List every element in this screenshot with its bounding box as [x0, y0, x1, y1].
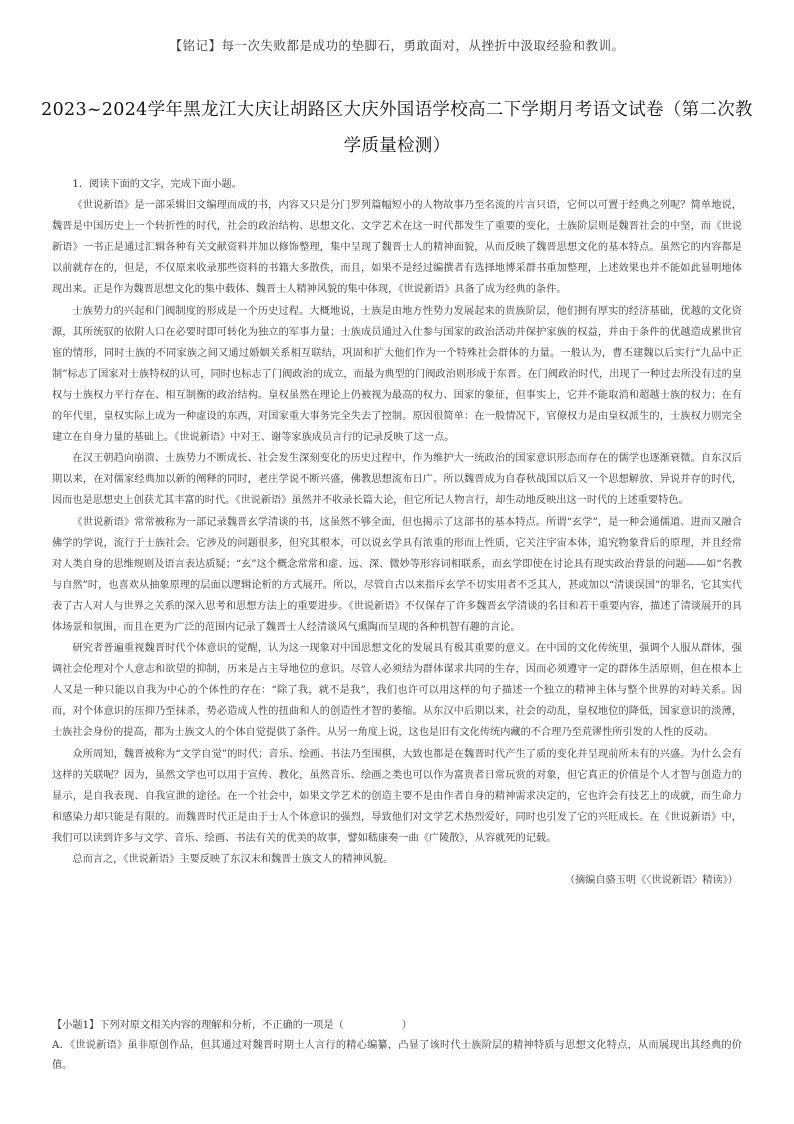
- subquestion-stem: [52, 1016, 742, 1036]
- passage-paragraph: 士族势力的兴起和门阀制度的形成是一个历史过程。大概地说，士族是由地方性势力发展起来的贵族阶层，他们拥有厚实的经济基础，优越的文化资源，其所统驭的依附人口在必要时即可转化为独立的军事力量；士族成员通过入仕参与国家的政治活动并保护家族的权益，并由于条件的优越造成累世官宦的情形，同时士族的不同家族之间又通过婚姻关系相互联结，巩固和扩大他们作为一个特殊社会群体的力量。一般认为，曹丕建魏以后实行“九品中正制”标志了国家对士族特权的认可，同时也标志了门阀政治的成立，而最为典型的门阀政治则形成于东晋。在门阀政治时代，出现了一种过去所没有过的皇权与士族权力平行存在、相互制衡的政治结构。皇权虽然在理论上仍被视为最高的权力、国家的象征，但事实上，它并不能取消和超越士族的权力；在有的年代里，皇权实际上成为一种虚设的东西，对国家重大事务完全失去了控制。原因很简单：在一般情况下，官僚权力是由皇权派生的，士族权力则完全建立在自身力量的基础上。《世说新语》中对王、谢等家族成员言行的记录反映了这一点。: [52, 305, 742, 444]
- passage-paragraph: 《世说新语》是一部采辑旧文编理而成的书，内容又只是分门罗列篇幅短小的人物故事乃至名流的片言只语，它何以可置于经典之列呢？简单地说，魏晋是中国历史上一个转折性的时代，社会的政治结构、思想文化、文学艺术在这一时代都发生了重要的变化，士族阶层则是魏晋社会的中坚，而《世说新语》一书正是通过汇辑各种有关文献资料并加以修饰整理，集中呈现了魏晋士人的精神面貌，从而反映了魏晋思想文化的基本特点。虽然它的内容都是以前就存在的，但是，不仅原来收录那些资料的书籍大多散佚，而且，如果不是经过编撰者有选择地博采群书重加整理，上述效果也并不能如此显明地体现出来。正是作为魏晋思想文化的集中载体、魏晋士人精神风貌的集中体现，《世说新语》具备了成为经典的条件。: [52, 200, 742, 296]
- passage-paragraph: 研究者普遍重视魏晋时代个体意识的觉醒，认为这一现象对中国思想文化的发展具有极其重要的意义。在中国的文化传统里，强调个人服从群体，强调社会伦理对个人意志和欲望的抑制，历来是占主导地位的意识。尽管人必须结为群体谋求共同的生存，因而必须遵守一定的群体生活原则，但在根本上人又是一种只能以自我为中心的个体性的存在：“除了我，就不是我”，我们也许可以用这样的句子描述一个独立的精神主体与整个世界的对峙关系。因而，对个体意识的压抑乃至抹杀，势必造成人性的扭曲和人的创造性才智的萎缩。从东汉中后期以来，社会的动乱，皇权地位的降低，国家意识的淡薄，士族社会身份的提高，都为士族文人的个体自觉提供了条件。从另一角度上说，这也是旧有文化传统内藏的不合理乃至荒谬性所引发的人性的反动。: [52, 643, 742, 739]
- subquestion-label: 【小题1】: [52, 1020, 100, 1031]
- exam-title: 2023~2024学年黑龙江大庆让胡路区大庆外国语学校高二下学期月考语文试卷（第二次教学质量检测）: [41, 100, 753, 156]
- subquestion-block: [52, 1016, 742, 1076]
- passage-paragraph: 总而言之，《世说新语》主要反映了东汉末和魏晋士族文人的精神风貌。: [72, 854, 394, 865]
- subquestion-text: 下列对原文相关内容的理解和分析，不正确的一项是（: [99, 1020, 344, 1031]
- motto-banner: 【铭记】每一次失败都是成功的垫脚石，勇敢面对，从挫折中汲取经验和教训。: [169, 38, 625, 53]
- reading-passage: [52, 174, 742, 891]
- question-instruction: 1．阅读下面的文字，完成下面小题。: [72, 179, 242, 190]
- option-a: A．《世说新语》虽非原创作品，但其通过对魏晋时期士人言行的精心编纂，凸显了该时代士族阶层的精神特质与思想文化特点，从而展现出其经典的价值。: [52, 1040, 742, 1071]
- passage-paragraph: 在汉王朝趋向崩溃、士族势力不断成长、社会发生深刻变化的历史过程中，作为维护大一统政治的国家意识形态而存在的儒学也逐渐衰微。自东汉后期以来，在对儒家经典加以新的阐释的同时，老庄学说不断兴盛，佛教思想流布日广。所以魏晋成为自春秋战国以后又一个思想解放、异说并存的时代，因而也是思想史上创获尤其丰富的时代。《世说新语》虽然并不收录长篇大论，但它所记人物言行，却生动地反映出这一时代的上述重要特色。: [52, 453, 742, 507]
- passage-source: （摘编自骆玉明《〈世说新语〉精读》）: [564, 875, 738, 887]
- passage-paragraph: 《世说新语》常常被称为一部记录魏晋玄学清谈的书，这虽然不够全面，但也揭示了这部书的基本特点。所谓“玄学”，是一种会通儒道、进而又融合佛学的学说，流行于士族社会。它涉及的问题很多，但究其根本，可以说玄学具有浓重的形而上性质，它关注宇宙本体，追究物象背后的原理，并且经常对人类自身的思维规则及语言表达质疑；“玄”这个概念常常和虚、远、深、微妙等形容词相联系，而玄学即使在讨论具有现实政治背景的问题——如“名教与自然”时，也喜欢从抽象原理的层面以逻辑论析的方式展开。所以，尽管自古以来指斥玄学不切实用者不乏其人，甚或加以“清谈误国”的罪名，它其实代表了古人对人与世界之关系的深入思考和思想方法上的重要进步。《世说新语》不仅保存了许多魏晋玄学清谈的名目和若干重要内容，描述了清谈展开的具体场景和氛围，而且在更为广泛的范围内记录了魏晋士人经清谈风气熏陶而呈现的各种机智有趣的言论。: [52, 516, 742, 633]
- subquestion-close: ）: [401, 1020, 412, 1031]
- passage-paragraph: 众所周知，魏晋被称为“文学自觉”的时代；音乐、绘画、书法乃至围棋，大致也都是在魏晋时代产生了质的变化并呈现前所未有的兴盛。为什么会有这样的关联呢？因为，虽然文学也可以用于宣传、教化，虽然音乐、绘画之类也可以作为富贵者日常玩赏的对象，但它真正的价值是个人才智与创造力的显示，是自我表现、自我宣泄的途径。在一个社会中，如果文学艺术的创造主要不是由作者自身的精神需求决定的，它也许会有技艺上的成就，而生命力和感染力却只能是有限的。而魏晋时代正是由于士人个体意识的强烈，导致他们对文学艺术热烈爱好，同时也引发了它的兴旺成长。在《世说新语》中，我们可以读到许多与文学、音乐、绘画、书法有关的优美的故事，譬如嵇康奏一曲《广陵散》，从容就死的记载。: [52, 748, 742, 844]
